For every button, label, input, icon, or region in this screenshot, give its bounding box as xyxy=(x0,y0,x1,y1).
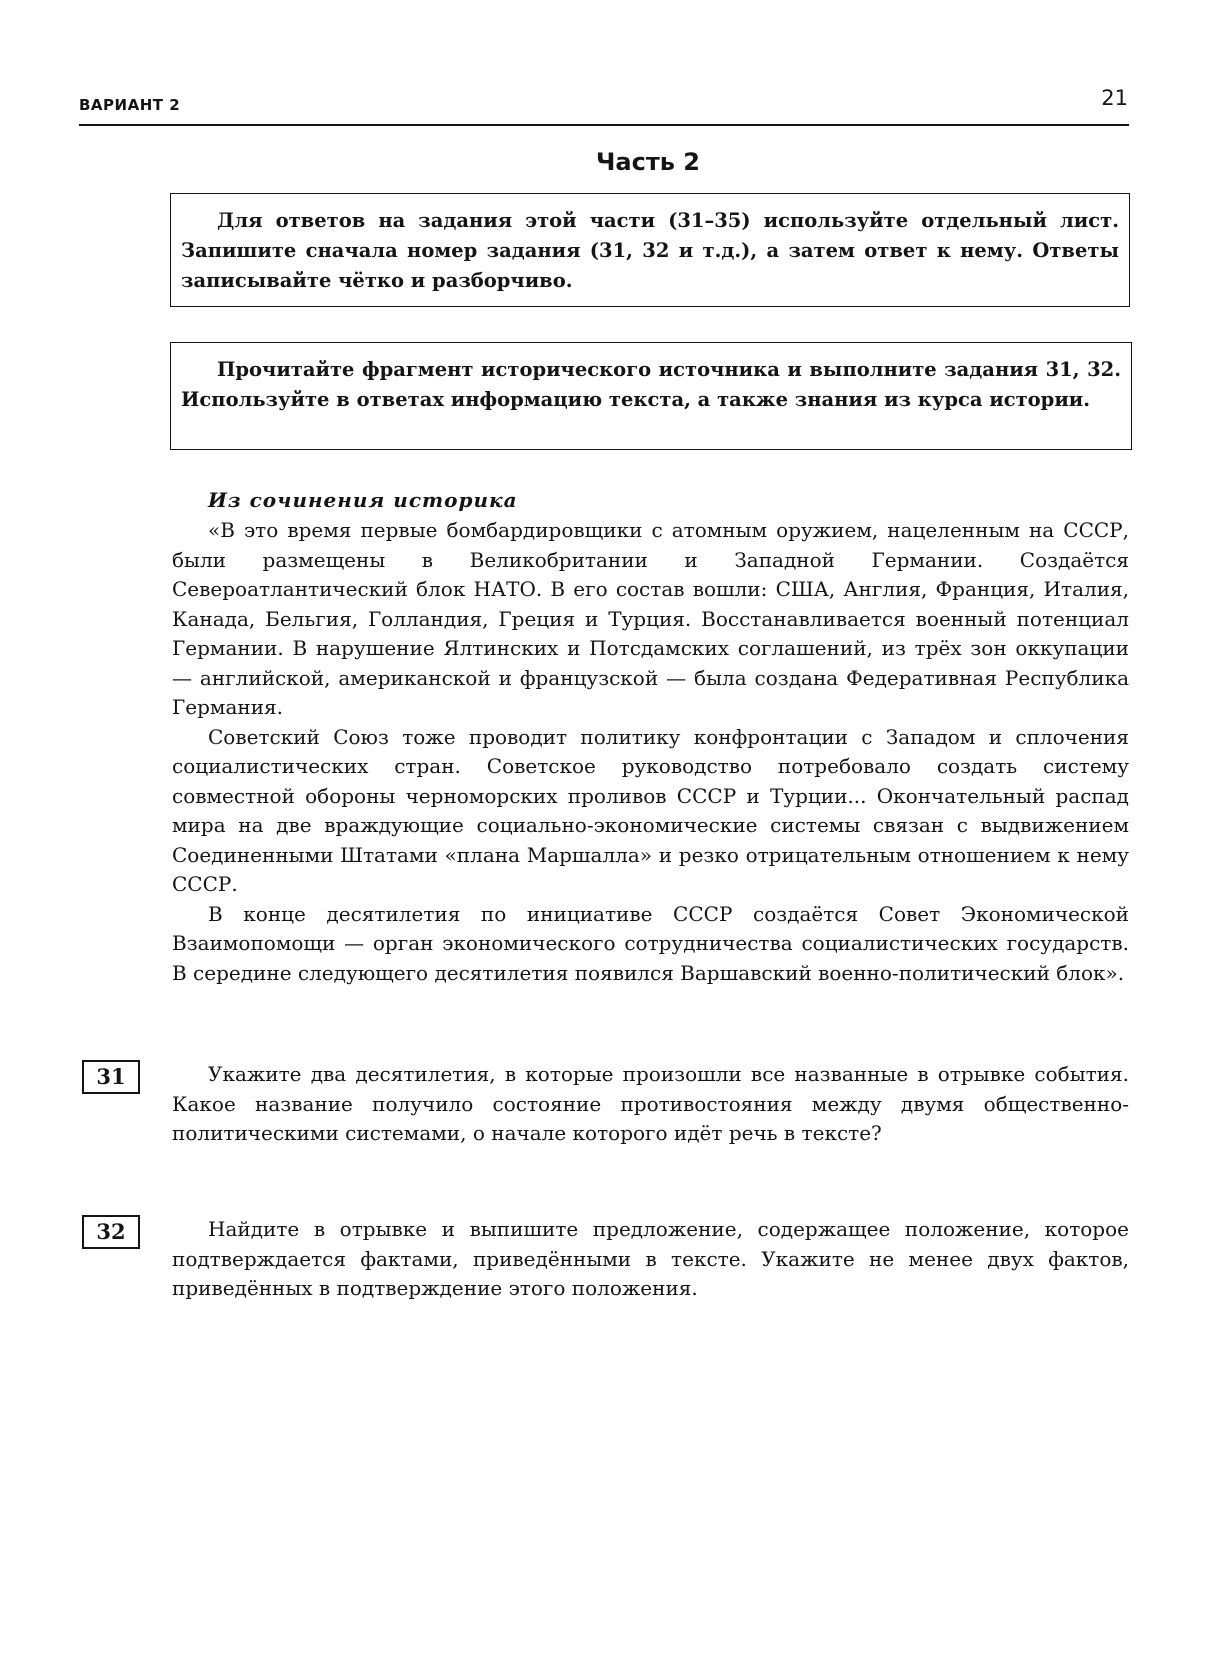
page-number: 21 xyxy=(1101,86,1128,110)
part-title: Часть 2 xyxy=(596,148,700,176)
source-paragraph: Советский Союз тоже проводит политику конфронтации с Западом и сплочения социалистических стран. Советское руководство потребовало создать систему совместной обороны черноморских проливов СССР и Турции... Окончательный распад мира на две враждующие социально-экономические системы связан с выдвижением Соединенными Штатами «плана Маршалла» и резко отрицательным отношением к нему СССР. xyxy=(172,724,1129,896)
task-question xyxy=(172,1215,1129,1304)
header-variant-label: ВАРИАНТ 2 xyxy=(79,96,181,114)
source-title: Из сочинения историка xyxy=(208,488,518,512)
task-question-text: Найдите в отрывке и выпишите предложение, содержащее положение, которое подтверждается фактами, приведёнными в тексте. Укажите не менее двух фактов, приведённых в подтверждение этого положения. xyxy=(172,1217,1129,1300)
source-paragraph: В конце десятилетия по инициативе СССР создаётся Совет Экономической Взаимопомощи — орган экономического сотрудничества социалистических государств. В середине следующего десятилетия появился Варшавский военно-политический блок». xyxy=(172,901,1129,985)
instructions-text: Для ответов на задания этой части (31–35) используйте отдельный лист. Запишите сначала номер задания (31, 32 и т.д.), а затем ответ к нему. Ответы записывайте чётко и разборчиво. xyxy=(181,209,1119,292)
task-number-box: 31 xyxy=(82,1060,140,1094)
task-question-text: Укажите два десятилетия, в которые произошли все названные в отрывке события. Какое название получило состояние противостояния между двумя общественно-политическими системами, о начале которого идёт речь в тексте? xyxy=(172,1062,1129,1145)
source-text xyxy=(172,516,1129,988)
reading-instructions-box xyxy=(170,342,1132,450)
instructions-box xyxy=(170,193,1130,307)
header-divider xyxy=(79,124,1129,126)
reading-instructions-text: Прочитайте фрагмент исторического источника и выполните задания 31, 32. Используйте в ответах информацию текста, а также знания из курса истории. xyxy=(181,358,1121,411)
source-paragraph: «В это время первые бомбардировщики с атомным оружием, нацеленным на СССР, были размещены в Великобритании и Западной Германии. Создаётся Североатлантический блок НАТО. В его состав вошли: США, Англия, Франция, Италия, Канада, Бельгия, Голландия, Греция и Турция. Восстанавливается военный потенциал Германии. В нарушение Ялтинских и Потсдамских соглашений, из трёх зон оккупации — английской, американской и французской — была создана Федеративная Республика Германия. xyxy=(172,518,1129,719)
task-number-box: 32 xyxy=(82,1215,140,1249)
task-question xyxy=(172,1060,1129,1149)
